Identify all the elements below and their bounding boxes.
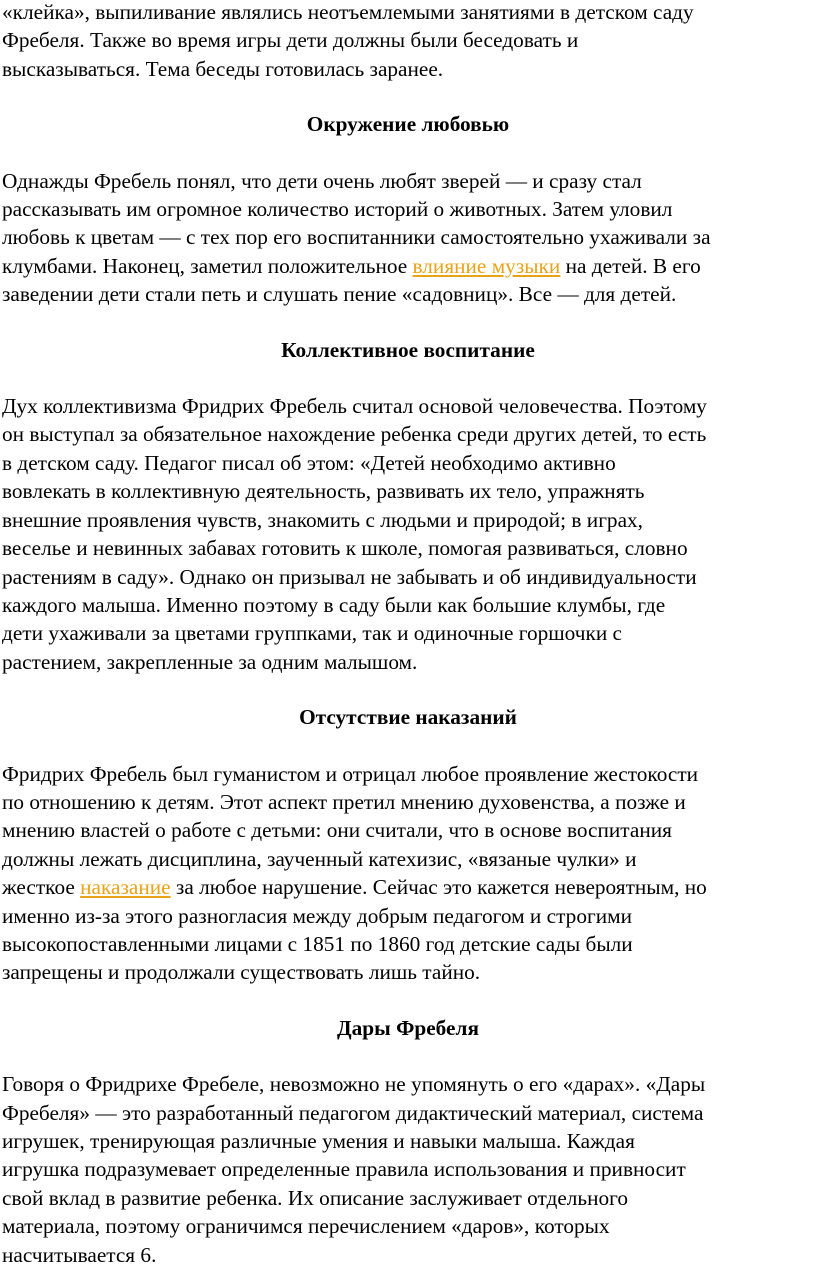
text-line: насчитывается 6.	[2, 1242, 157, 1267]
section-heading-collective: Коллективное воспитание	[281, 337, 535, 362]
text-line: именно из-за этого разногласия между добрым педагогом и строгими	[2, 903, 632, 928]
text-line: рассказывать им огромное количество историй о животных. Затем уловил	[2, 197, 673, 222]
text-line: Однажды Фребель понял, что дети очень любят зверей — и сразу стал	[2, 168, 642, 193]
text-line: свой вклад в развитие ребенка. Их описание заслуживает отдельного	[2, 1185, 629, 1210]
text-line: растением, закрепленные за одним малышом.	[2, 649, 418, 674]
text-line: материала, поэтому ограничимся перечислением «даров», которых	[2, 1214, 610, 1239]
text-line: растениям в саду». Однако он призывал не забывать и об индивидуальности	[2, 564, 697, 589]
section-paragraph-no-punishment	[2, 760, 814, 987]
text-fragment: на детей. В его	[560, 253, 701, 278]
text-line: внешние проявления чувств, знакомить с людьми и природой; в играх,	[2, 507, 644, 532]
intro-paragraph	[2, 0, 814, 83]
text-line: должны лежать дисциплина, заученный катехизис, «вязаные чулки» и	[2, 846, 637, 871]
text-line: Фребеля. Также во время игры дети должны были беседовать и	[2, 28, 579, 53]
section-paragraph-love	[2, 167, 814, 309]
text-line: любовь к цветам — с тех пор его воспитанники самостоятельно ухаживали за	[2, 225, 711, 250]
text-line: высказываться. Тема беседы готовилась заранее.	[2, 56, 444, 81]
text-line: заведении дети стали петь и слушать пение «садовниц». Все — для детей.	[2, 282, 677, 307]
text-line: высокопоставленными лицами с 1851 по 1860 год детские сады были	[2, 931, 633, 956]
text-line: запрещены и продолжали существовать лишь тайно.	[2, 960, 481, 985]
text-line: «клейка», выпиливание являлись неотъемлемыми занятиями в детском саду	[2, 0, 694, 24]
text-line: веселье и невинных забавах готовить к школе, помогая развиваться, словно	[2, 536, 688, 561]
music-influence-link[interactable]: влияние музыки	[412, 253, 561, 278]
text-fragment: за любое нарушение. Сейчас это кажется невероятным, но	[170, 875, 707, 900]
text-line	[2, 873, 814, 901]
text-fragment: жесткое	[2, 875, 81, 900]
text-line: Дух коллективизма Фридрих Фребель считал основой человечества. Поэтому	[2, 394, 707, 419]
punishment-link[interactable]: наказание	[80, 875, 171, 900]
text-line: игрушек, тренирующая различные умения и навыки малыша. Каждая	[2, 1129, 635, 1153]
section-heading-froebel-gifts: Дары Фребеля	[337, 1015, 479, 1040]
text-fragment: клумбами. Наконец, заметил положительное	[2, 253, 413, 278]
text-line: он выступал за обязательное нахождение ребенка среди других детей, то есть	[2, 422, 707, 447]
section-heading-love: Окружение любовью	[306, 112, 510, 137]
text-line: игрушка подразумевает определенные правила использования и привносит	[2, 1157, 686, 1182]
text-line: мнению властей о работе с детьми: они считали, что в основе воспитания	[2, 818, 672, 843]
text-line: по отношению к детям. Этот аспект претил мнению духовенства, а позже и	[2, 789, 686, 814]
section-heading-no-punishment: Отсутствие наказаний	[299, 705, 517, 730]
text-line: в детском саду. Педагог писал об этом: «Детей необходимо активно	[2, 450, 616, 475]
text-line	[2, 252, 814, 280]
text-line: каждого малыша. Именно поэтому в саду были как большие клумбы, где	[2, 592, 666, 617]
text-line: вовлекать в коллективную деятельность, развивать их тело, упражнять	[2, 479, 645, 504]
text-line: Фридрих Фребель был гуманистом и отрицал любое проявление жестокости	[2, 761, 699, 786]
text-line: дети ухаживали за цветами группками, так и одиночные горшочки с	[2, 621, 622, 646]
section-paragraph-froebel-gifts	[2, 1070, 814, 1269]
text-line: Фребеля» — это разработанный педагогом дидактический материал, система	[2, 1100, 704, 1125]
section-paragraph-collective	[2, 392, 814, 676]
text-line: Говоря о Фридрихе Фребеле, невозможно не упомянуть о его «дарах». «Дары	[2, 1072, 706, 1097]
